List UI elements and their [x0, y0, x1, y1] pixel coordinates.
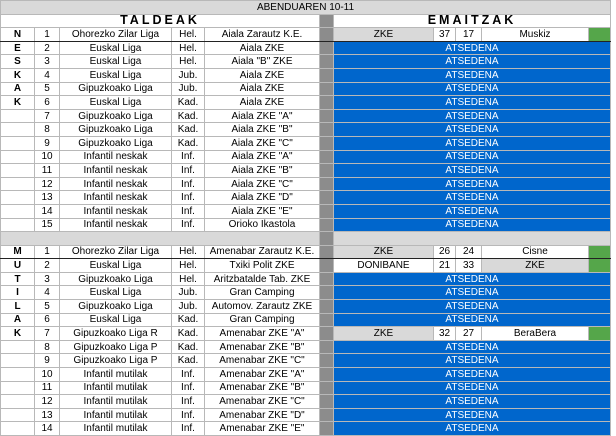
row-number: 3: [35, 55, 60, 69]
gap-cell: [320, 245, 334, 259]
gap-cell: [320, 123, 334, 137]
home-team-cell: ZKE: [334, 327, 434, 341]
rest-cell: ATSEDENA: [334, 204, 611, 218]
gap-cell: [320, 150, 334, 164]
section-letter: K: [1, 327, 35, 341]
category-cell: Inf.: [172, 191, 205, 205]
row-number: 14: [35, 204, 60, 218]
home-score-cell: 37: [434, 28, 456, 42]
category-cell: Jub.: [172, 286, 205, 300]
table-row: [1, 259, 611, 273]
rest-cell: ATSEDENA: [334, 191, 611, 205]
section-letter: K: [1, 68, 35, 82]
team-cell: Amenabar ZKE "A": [205, 368, 320, 382]
team-cell: Aiala ZKE: [205, 82, 320, 96]
section-letter: [1, 218, 35, 232]
team-cell: Orioko Ikastola: [205, 218, 320, 232]
row-number: 3: [35, 272, 60, 286]
category-cell: Inf.: [172, 177, 205, 191]
away-score-cell: 17: [456, 28, 482, 42]
gap-cell: [320, 164, 334, 178]
league-cell: Euskal Liga: [60, 41, 172, 55]
league-cell: Gipuzkoako Liga: [60, 82, 172, 96]
category-cell: Hel.: [172, 55, 205, 69]
result-marker-cell: [589, 259, 611, 273]
table-row: [1, 327, 611, 341]
row-number: 9: [35, 136, 60, 150]
team-cell: Gran Camping: [205, 313, 320, 327]
table-row: [1, 245, 611, 259]
team-cell: Aiala ZKE "A": [205, 109, 320, 123]
league-cell: Infantil mutilak: [60, 381, 172, 395]
gap-cell: [320, 28, 334, 42]
league-cell: Euskal Liga: [60, 55, 172, 69]
rest-cell: ATSEDENA: [334, 136, 611, 150]
section-letter: [1, 368, 35, 382]
category-cell: Jub.: [172, 300, 205, 314]
league-cell: Infantil neskak: [60, 218, 172, 232]
result-marker-cell: [589, 28, 611, 42]
category-cell: Hel.: [172, 41, 205, 55]
league-cell: Infantil mutilak: [60, 422, 172, 436]
row-number: 4: [35, 68, 60, 82]
team-cell: Aiala ZKE "C": [205, 136, 320, 150]
rest-cell: ATSEDENA: [334, 313, 611, 327]
league-cell: Infantil mutilak: [60, 395, 172, 409]
team-cell: Aiala ZKE "A": [205, 150, 320, 164]
row-number: 13: [35, 191, 60, 205]
table-row: [1, 340, 611, 354]
section-letter: [1, 191, 35, 205]
home-team-cell: DONIBANE: [334, 259, 434, 273]
row-number: 7: [35, 109, 60, 123]
row-number: 6: [35, 313, 60, 327]
team-cell: Amenabar ZKE "C": [205, 395, 320, 409]
section-letter: [1, 354, 35, 368]
gap-cell: [320, 68, 334, 82]
section-letter: E: [1, 41, 35, 55]
rest-cell: ATSEDENA: [334, 354, 611, 368]
away-score-cell: 27: [456, 327, 482, 341]
rest-cell: ATSEDENA: [334, 109, 611, 123]
team-cell: Txiki Polit ZKE: [205, 259, 320, 273]
row-number: 14: [35, 422, 60, 436]
category-cell: Kad.: [172, 109, 205, 123]
gap-cell: [320, 204, 334, 218]
section-separator: [1, 232, 611, 246]
table-row: [1, 191, 611, 205]
gap-cell: [320, 354, 334, 368]
league-cell: Gipuzkoako Liga P: [60, 354, 172, 368]
rest-cell: ATSEDENA: [334, 96, 611, 110]
row-number: 10: [35, 368, 60, 382]
team-cell: Aiala ZKE: [205, 41, 320, 55]
away-score-cell: 33: [456, 259, 482, 273]
category-cell: Inf.: [172, 408, 205, 422]
rest-cell: ATSEDENA: [334, 164, 611, 178]
section-letter: L: [1, 300, 35, 314]
gap-cell: [320, 218, 334, 232]
section-letter: S: [1, 55, 35, 69]
section-letter: U: [1, 259, 35, 273]
home-team-cell: ZKE: [334, 245, 434, 259]
league-cell: Gipuzkoako Liga: [60, 109, 172, 123]
table-row: [1, 109, 611, 123]
result-marker-cell: [589, 245, 611, 259]
gap-cell: [320, 109, 334, 123]
emaitzak-header: EMAITZAK: [334, 14, 611, 28]
result-marker-cell: [589, 327, 611, 341]
row-number: 2: [35, 259, 60, 273]
row-number: 1: [35, 245, 60, 259]
team-cell: Amenabar Zarautz K.E.: [205, 245, 320, 259]
category-cell: Inf.: [172, 422, 205, 436]
section-letter: I: [1, 286, 35, 300]
category-cell: Hel.: [172, 272, 205, 286]
table-row: [1, 368, 611, 382]
section-letter: [1, 204, 35, 218]
row-number: 12: [35, 177, 60, 191]
table-row: [1, 136, 611, 150]
rest-cell: ATSEDENA: [334, 177, 611, 191]
team-cell: Aritzbatalde Tab. ZKE: [205, 272, 320, 286]
home-score-cell: 21: [434, 259, 456, 273]
category-cell: Kad.: [172, 123, 205, 137]
category-cell: Jub.: [172, 68, 205, 82]
rest-cell: ATSEDENA: [334, 82, 611, 96]
table-row: [1, 408, 611, 422]
category-cell: Kad.: [172, 327, 205, 341]
team-cell: Amenabar ZKE "B": [205, 340, 320, 354]
table-row: [1, 164, 611, 178]
gap-cell: [320, 340, 334, 354]
row-number: 10: [35, 150, 60, 164]
team-cell: Aiala ZKE "B": [205, 123, 320, 137]
section-letter: M: [1, 245, 35, 259]
league-cell: Euskal Liga: [60, 259, 172, 273]
rest-cell: ATSEDENA: [334, 381, 611, 395]
away-score-cell: 24: [456, 245, 482, 259]
rest-cell: ATSEDENA: [334, 123, 611, 137]
table-row: [1, 313, 611, 327]
team-cell: Aiala ZKE: [205, 96, 320, 110]
league-cell: Gipuzkoako Liga: [60, 136, 172, 150]
category-cell: Hel.: [172, 28, 205, 42]
gap-cell: [320, 300, 334, 314]
table-row: [1, 354, 611, 368]
team-cell: Aiala ZKE: [205, 68, 320, 82]
row-number: 15: [35, 218, 60, 232]
taldeak-header: TALDEAK: [1, 14, 320, 28]
separator-cell: [334, 232, 611, 246]
league-cell: Gipuzkoako Liga: [60, 300, 172, 314]
table-row: [1, 395, 611, 409]
league-cell: Euskal Liga: [60, 68, 172, 82]
section-letter: [1, 164, 35, 178]
table-row: [1, 381, 611, 395]
row-number: 8: [35, 123, 60, 137]
gap-cell: [320, 232, 334, 246]
category-cell: Inf.: [172, 164, 205, 178]
gap-cell: [320, 286, 334, 300]
section-letter: [1, 136, 35, 150]
rest-cell: ATSEDENA: [334, 68, 611, 82]
table-row: [1, 96, 611, 110]
table-row: [1, 272, 611, 286]
rest-cell: ATSEDENA: [334, 340, 611, 354]
team-cell: Aiala "B" ZKE: [205, 55, 320, 69]
rest-cell: ATSEDENA: [334, 218, 611, 232]
row-number: 13: [35, 408, 60, 422]
away-team-cell: ZKE: [482, 259, 589, 273]
league-cell: Infantil mutilak: [60, 368, 172, 382]
league-cell: Gipuzkoako Liga: [60, 272, 172, 286]
category-cell: Jub.: [172, 82, 205, 96]
home-team-cell: ZKE: [334, 28, 434, 42]
away-team-cell: BeraBera: [482, 327, 589, 341]
league-cell: Gipuzkoako Liga P: [60, 340, 172, 354]
section-letter: [1, 340, 35, 354]
category-cell: Inf.: [172, 150, 205, 164]
away-team-cell: Cisne: [482, 245, 589, 259]
gap-cell: [320, 327, 334, 341]
gap-cell: [320, 41, 334, 55]
team-cell: Aiala ZKE "E": [205, 204, 320, 218]
table-row: [1, 218, 611, 232]
table-row: [1, 300, 611, 314]
away-team-cell: Muskiz: [482, 28, 589, 42]
row-number: 1: [35, 28, 60, 42]
page-title: ABENDUAREN 10-11: [1, 1, 611, 15]
category-cell: Hel.: [172, 245, 205, 259]
row-number: 12: [35, 395, 60, 409]
team-cell: Amenabar ZKE "E": [205, 422, 320, 436]
league-cell: Euskal Liga: [60, 313, 172, 327]
table-row: [1, 150, 611, 164]
row-number: 6: [35, 96, 60, 110]
section-letter: K: [1, 96, 35, 110]
category-cell: Kad.: [172, 96, 205, 110]
table-row: [1, 286, 611, 300]
category-cell: Hel.: [172, 259, 205, 273]
table-row: [1, 82, 611, 96]
rest-cell: ATSEDENA: [334, 300, 611, 314]
section-letter: [1, 150, 35, 164]
team-cell: Amenabar ZKE "A": [205, 327, 320, 341]
table-body: [1, 1, 611, 436]
rest-cell: ATSEDENA: [334, 150, 611, 164]
gap-cell: [320, 177, 334, 191]
category-cell: Inf.: [172, 395, 205, 409]
section-letter: [1, 408, 35, 422]
category-cell: Kad.: [172, 340, 205, 354]
section-letter: T: [1, 272, 35, 286]
team-cell: Gran Camping: [205, 286, 320, 300]
section-letter: A: [1, 82, 35, 96]
gap-cell: [320, 381, 334, 395]
section-letter: [1, 177, 35, 191]
row-number: 7: [35, 327, 60, 341]
league-cell: Gipuzkoako Liga R: [60, 327, 172, 341]
table-row: [1, 422, 611, 436]
section-letter: A: [1, 313, 35, 327]
team-cell: Amenabar ZKE "B": [205, 381, 320, 395]
row-number: 5: [35, 82, 60, 96]
row-number: 9: [35, 354, 60, 368]
team-cell: Aiala ZKE "D": [205, 191, 320, 205]
league-cell: Infantil neskak: [60, 164, 172, 178]
gap-cell: [320, 313, 334, 327]
row-number: 4: [35, 286, 60, 300]
table-row: [1, 55, 611, 69]
team-cell: Automov. Zarautz ZKE: [205, 300, 320, 314]
table-row: [1, 28, 611, 42]
row-number: 11: [35, 164, 60, 178]
rest-cell: ATSEDENA: [334, 408, 611, 422]
section-letter: [1, 422, 35, 436]
league-cell: Infantil mutilak: [60, 408, 172, 422]
separator-cell: [1, 232, 320, 246]
rest-cell: ATSEDENA: [334, 286, 611, 300]
rest-cell: ATSEDENA: [334, 272, 611, 286]
table-row: [1, 68, 611, 82]
gap-cell: [320, 82, 334, 96]
team-cell: Aiala Zarautz K.E.: [205, 28, 320, 42]
table-row: [1, 123, 611, 137]
league-cell: Euskal Liga: [60, 96, 172, 110]
gap-cell: [320, 422, 334, 436]
category-cell: Kad.: [172, 354, 205, 368]
category-cell: Kad.: [172, 313, 205, 327]
category-cell: Inf.: [172, 218, 205, 232]
row-number: 5: [35, 300, 60, 314]
rest-cell: ATSEDENA: [334, 395, 611, 409]
row-number: 8: [35, 340, 60, 354]
section-letter: N: [1, 28, 35, 42]
league-cell: Ohorezko Zilar Liga: [60, 245, 172, 259]
section-letter: [1, 123, 35, 137]
league-cell: Ohorezko Zilar Liga: [60, 28, 172, 42]
gap-cell: [320, 96, 334, 110]
category-cell: Inf.: [172, 381, 205, 395]
gap-cell: [320, 272, 334, 286]
rest-cell: ATSEDENA: [334, 41, 611, 55]
team-cell: Amenabar ZKE "D": [205, 408, 320, 422]
row-number: 2: [35, 41, 60, 55]
category-cell: Inf.: [172, 204, 205, 218]
section-letter: [1, 381, 35, 395]
gap-cell: [320, 55, 334, 69]
table-row: [1, 177, 611, 191]
league-cell: Euskal Liga: [60, 286, 172, 300]
team-cell: Aiala ZKE "C": [205, 177, 320, 191]
gap-cell: [320, 259, 334, 273]
rest-cell: ATSEDENA: [334, 422, 611, 436]
table-row: [1, 41, 611, 55]
gap-cell: [320, 14, 334, 28]
table-row: [1, 204, 611, 218]
gap-cell: [320, 395, 334, 409]
league-cell: Infantil neskak: [60, 204, 172, 218]
team-cell: Aiala ZKE "B": [205, 164, 320, 178]
league-cell: Gipuzkoako Liga: [60, 123, 172, 137]
team-cell: Amenabar ZKE "C": [205, 354, 320, 368]
category-cell: Kad.: [172, 136, 205, 150]
home-score-cell: 32: [434, 327, 456, 341]
league-cell: Infantil neskak: [60, 191, 172, 205]
gap-cell: [320, 368, 334, 382]
rest-cell: ATSEDENA: [334, 368, 611, 382]
section-letter: [1, 109, 35, 123]
row-number: 11: [35, 381, 60, 395]
gap-cell: [320, 408, 334, 422]
category-cell: Inf.: [172, 368, 205, 382]
section-letter: [1, 395, 35, 409]
gap-cell: [320, 191, 334, 205]
league-cell: Infantil neskak: [60, 177, 172, 191]
home-score-cell: 26: [434, 245, 456, 259]
gap-cell: [320, 136, 334, 150]
league-cell: Infantil neskak: [60, 150, 172, 164]
rest-cell: ATSEDENA: [334, 55, 611, 69]
